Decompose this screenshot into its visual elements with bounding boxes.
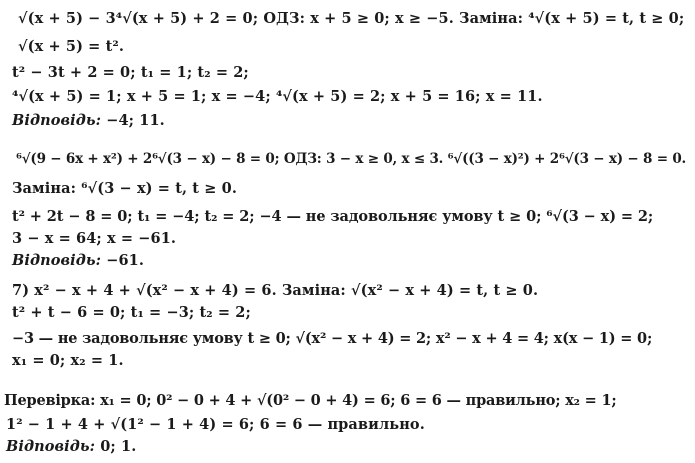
block2-line4: 3 − x = 64; x = −61.	[12, 230, 177, 247]
block1-line2: √(x + 5) = t².	[18, 38, 124, 55]
block1-line4: ⁴√(x + 5) = 1; x + 5 = 1; x = −4; ⁴√(x + 5) = 2; x + 5 = 16; x = 11.	[12, 88, 543, 105]
block3-line2: t² + t − 6 = 0; t₁ = −3; t₂ = 2;	[12, 304, 251, 321]
answer-label: Відповідь:	[6, 438, 96, 455]
block1-line1: √(x + 5) − 3⁴√(x + 5) + 2 = 0; ОДЗ: x + 5 ≥ 0; x ≥ −5. Заміна: ⁴√(x + 5) = t, t ≥ 0;	[18, 10, 685, 27]
block2-answer	[12, 252, 144, 270]
block2-line3: t² + 2t − 8 = 0; t₁ = −4; t₂ = 2; −4 — не задовольняє умову t ≥ 0; ⁶√(3 − x) = 2;	[12, 208, 654, 225]
block3-line3: −3 — не задовольняє умову t ≥ 0; √(x² − x + 4) = 2; x² − x + 4 = 4; x(x − 1) = 0;	[12, 330, 653, 347]
block4-answer	[6, 438, 136, 456]
block2-line1: ⁶√(9 − 6x + x²) + 2⁶√(3 − x) − 8 = 0; ОДЗ: 3 − x ≥ 0, x ≤ 3. ⁶√((3 − x)²) + 2⁶√(3 − x) − 8 = 0.	[16, 151, 687, 167]
block1-answer	[12, 112, 165, 130]
block3-line1: 7) x² − x + 4 + √(x² − x + 4) = 6. Заміна: √(x² − x + 4) = t, t ≥ 0.	[12, 282, 539, 299]
block2-line2: Заміна: ⁶√(3 − x) = t, t ≥ 0.	[12, 180, 237, 197]
answer-label: Відповідь:	[12, 112, 102, 129]
answer-value: −61.	[101, 252, 145, 269]
block1-line3: t² − 3t + 2 = 0; t₁ = 1; t₂ = 2;	[12, 64, 249, 81]
block4-line1: Перевірка: x₁ = 0; 0² − 0 + 4 + √(0² − 0 + 4) = 6; 6 = 6 — правильно; x₂ = 1;	[4, 392, 617, 409]
answer-label: Відповідь:	[12, 252, 102, 269]
answer-value: −4; 11.	[101, 112, 165, 129]
answer-value: 0; 1.	[95, 438, 137, 455]
block3-line4: x₁ = 0; x₂ = 1.	[12, 352, 124, 369]
block4-line2: 1² − 1 + 4 + √(1² − 1 + 4) = 6; 6 = 6 — правильно.	[6, 416, 425, 433]
